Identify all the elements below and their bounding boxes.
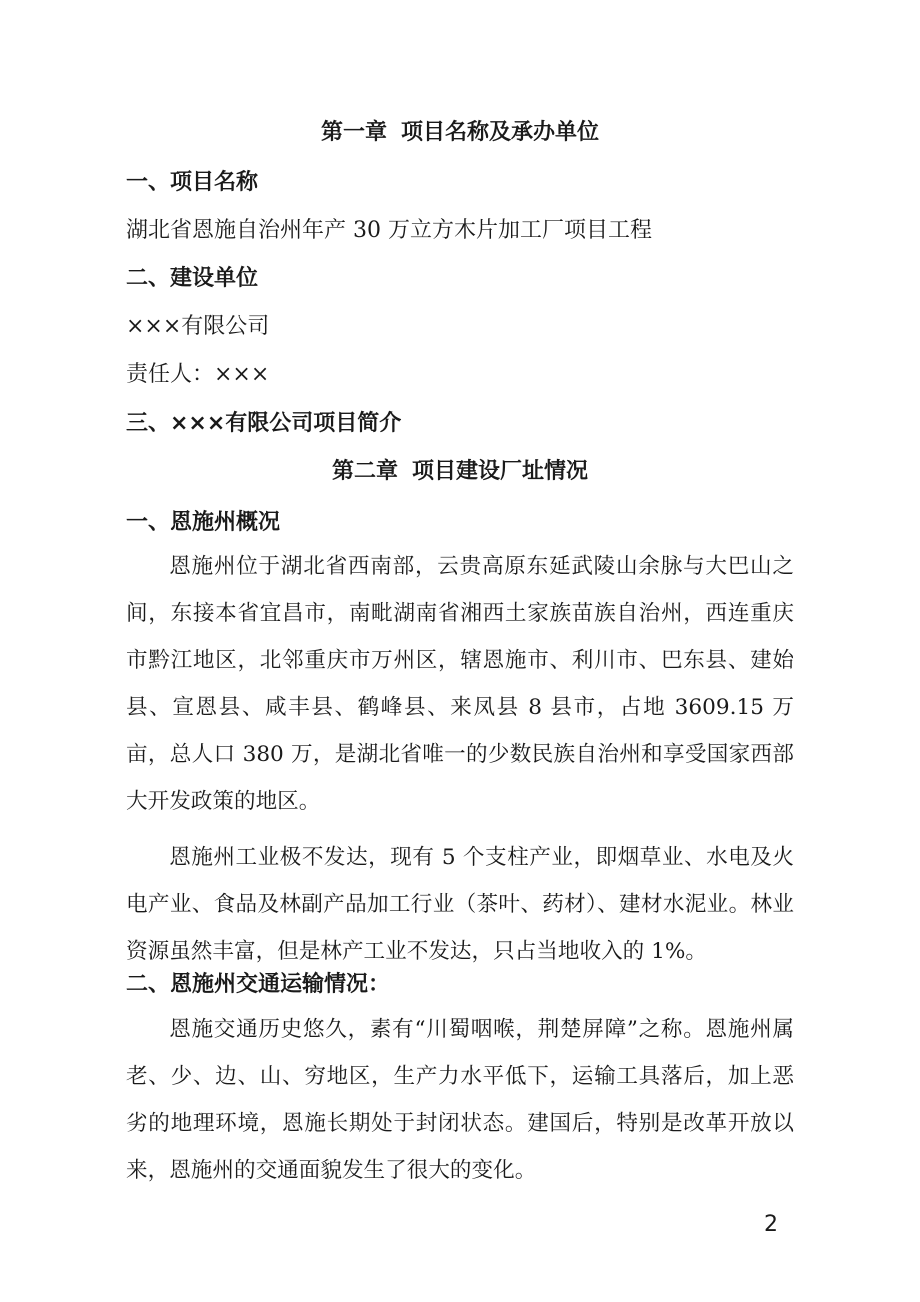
section-enshi-overview-heading: 一、恩施州概况 bbox=[126, 510, 281, 535]
section-company-intro-heading: 三、×××有限公司项目简介 bbox=[126, 411, 402, 436]
project-name-text: 湖北省恩施自治州年产 30 万立方木片加工厂项目工程 bbox=[126, 218, 652, 243]
chapter-2-name: 项目建设厂址情况 bbox=[412, 459, 589, 484]
chapter-2-number: 第二章 bbox=[331, 459, 398, 484]
builder-company-text: ×××有限公司 bbox=[126, 314, 270, 339]
enshi-overview-paragraph-1: 恩施州位于湖北省西南部，云贵高原东延武陵山余脉与大巴山之间，东接本省宜昌市，南毗湖南省湘西土家族苗族自治州，西连重庆市黔江地区，北邻重庆市万州区，辖恩施市、利川市、巴东县、建始县、宣恩县、咸丰县、鹤峰县、来凤县 8 县市，占地 3609.15 万亩，总人口 380 万，是湖北省唯一的少数民族自治州和享受国家西部大开发政策的地区。 bbox=[126, 554, 794, 814]
chapter-1-name: 项目名称及承办单位 bbox=[401, 120, 600, 145]
responsible-person-text: 责任人：××× bbox=[126, 362, 270, 387]
chapter-1-title bbox=[0, 118, 920, 148]
chapter-1-number: 第一章 bbox=[320, 120, 387, 145]
enshi-overview-paragraph-2: 恩施州工业极不发达，现有 5 个支柱产业，即烟草业、水电及火电产业、食品及林副产品加工行业（茶叶、药材）、建材水泥业。林业资源虽然丰富，但是林产工业不发达，只占当地收入的 1%。 bbox=[126, 845, 794, 964]
page-number: 2 bbox=[764, 1212, 778, 1237]
enshi-transport-paragraph-1: 恩施交通历史悠久，素有“川蜀咽喉，荆楚屏障”之称。恩施州属老、少、边、山、穷地区，生产力水平低下，运输工具落后，加上恶劣的地理环境，恩施长期处于封闭状态。建国后，特别是改革开放以来，恩施州的交通面貌发生了很大的变化。 bbox=[126, 1017, 794, 1183]
section-builder-heading: 二、建设单位 bbox=[126, 266, 259, 291]
chapter-2-title bbox=[0, 457, 920, 487]
section-enshi-transport-heading: 二、恩施州交通运输情况： bbox=[126, 972, 391, 997]
section-project-name-heading: 一、项目名称 bbox=[126, 170, 259, 195]
